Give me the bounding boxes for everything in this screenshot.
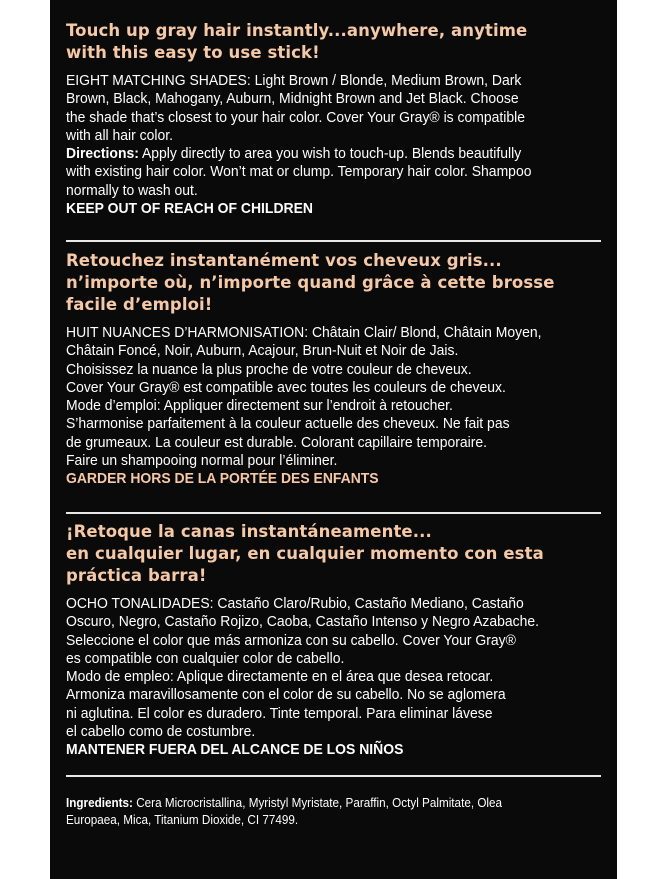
spanish-body-line: Modo de empleo: Aplique directamente en el área que desea retocar. xyxy=(66,668,494,686)
english-warning: KEEP OUT OF REACH OF CHILDREN xyxy=(66,200,313,218)
french-headline-line: n’importe où, n’importe quand grâce à cette brosse xyxy=(66,273,555,292)
english-headline-line: Touch up gray hair instantly...anywhere, anytime xyxy=(66,21,528,40)
english-shades-line: EIGHT MATCHING SHADES: Light Brown / Blonde, Medium Brown, Dark xyxy=(66,72,522,89)
ingredients-line: Europaea, Mica, Titanium Dioxide, CI 77499. xyxy=(66,811,299,827)
french-headline xyxy=(66,250,601,316)
ingredients-line xyxy=(66,795,606,812)
spanish-body-line: Armoniza maravillosamente con el color de su cabello. No se aglomera xyxy=(66,686,506,704)
divider-rule xyxy=(66,775,601,777)
divider-rule xyxy=(66,512,601,514)
french-body xyxy=(66,324,601,489)
spanish-body-line: el cabello como de costumbre. xyxy=(66,723,256,741)
ingredients-text: Cera Microcristallina, Myristyl Myristate, Paraffin, Octyl Palmitate, Olea xyxy=(132,795,503,810)
french-headline-line: facile d’emploi! xyxy=(66,295,213,314)
ingredients xyxy=(66,795,606,828)
english-headline xyxy=(66,20,601,64)
english-headline-line: with this easy to use stick! xyxy=(66,43,320,62)
french-body-line: de grumeaux. La couleur est durable. Colorant capillaire temporaire. xyxy=(66,433,488,451)
spanish-body xyxy=(66,595,601,760)
french-body-line: HUIT NUANCES D’HARMONISATION: Châtain Clair/ Blond, Châtain Moyen, xyxy=(66,324,542,341)
spanish-body-line: Oscuro, Negro, Castaño Rojizo, Caoba, Castaño Intenso y Negro Azabache. xyxy=(66,613,540,631)
spanish-headline-line: práctica barra! xyxy=(66,566,207,585)
spanish-headline-line: ¡Retoque la canas instantáneamente... xyxy=(66,522,432,541)
french-body-line: Châtain Foncé, Noir, Auburn, Acajour, Brun-Nuit et Noir de Jais. xyxy=(66,342,459,360)
english-shades-line: the shade that’s closest to your hair color. Cover Your Gray® is compatible xyxy=(66,108,525,126)
label-panel xyxy=(50,0,617,879)
ingredients-label: Ingredients: xyxy=(66,795,133,810)
english-directions-line: with existing hair color. Won’t mat or clump. Temporary hair color. Shampoo xyxy=(66,163,532,181)
french-body-line: S’harmonise parfaitement à la couleur actuelle des cheveux. Ne fait pas xyxy=(66,415,510,433)
french-body-line: Faire un shampooing normal pour l’éliminer. xyxy=(66,452,338,470)
divider-rule xyxy=(66,240,601,242)
spanish-body-line: es compatible con cualquier color de cabello. xyxy=(66,649,345,667)
spanish-body-line: ni aglutina. El color es duradero. Tinte temporal. Para eliminar lávese xyxy=(66,704,493,722)
spanish-headline-line: en cualquier lugar, en cualquier momento con esta xyxy=(66,544,544,563)
spanish-section xyxy=(66,521,601,760)
spanish-body-line: OCHO TONALIDADES: Castaño Claro/Rubio, Castaño Mediano, Castaño xyxy=(66,595,524,612)
english-section xyxy=(66,20,601,218)
spanish-headline xyxy=(66,521,601,587)
french-body-line: Cover Your Gray® est compatible avec toutes les couleurs de cheveux. xyxy=(66,378,506,396)
directions-label: Directions: xyxy=(66,145,139,163)
english-shades-line: Brown, Black, Mahogany, Auburn, Midnight Brown and Jet Black. Choose xyxy=(66,90,519,108)
english-directions-text: Apply directly to area you wish to touch-up. Blends beautifully xyxy=(138,145,522,163)
english-shades-line: with all hair color. xyxy=(66,126,174,144)
english-directions-line xyxy=(66,145,601,163)
french-section xyxy=(66,250,601,489)
spanish-warning: MANTENER FUERA DEL ALCANCE DE LOS NIÑOS xyxy=(66,741,404,759)
french-body-line: Choisissez la nuance la plus proche de votre couleur de cheveux. xyxy=(66,360,472,378)
english-directions-line: normally to wash out. xyxy=(66,181,198,199)
french-warning: GARDER HORS DE LA PORTÉE DES ENFANTS xyxy=(66,470,379,488)
spanish-body-line: Seleccione el color que más armoniza con su cabello. Cover Your Gray® xyxy=(66,631,516,649)
french-headline-line: Retouchez instantanément vos cheveux gris... xyxy=(66,251,502,270)
english-body xyxy=(66,72,601,218)
french-body-line: Mode d’emploi: Appliquer directement sur l’endroit à retoucher. xyxy=(66,397,453,415)
